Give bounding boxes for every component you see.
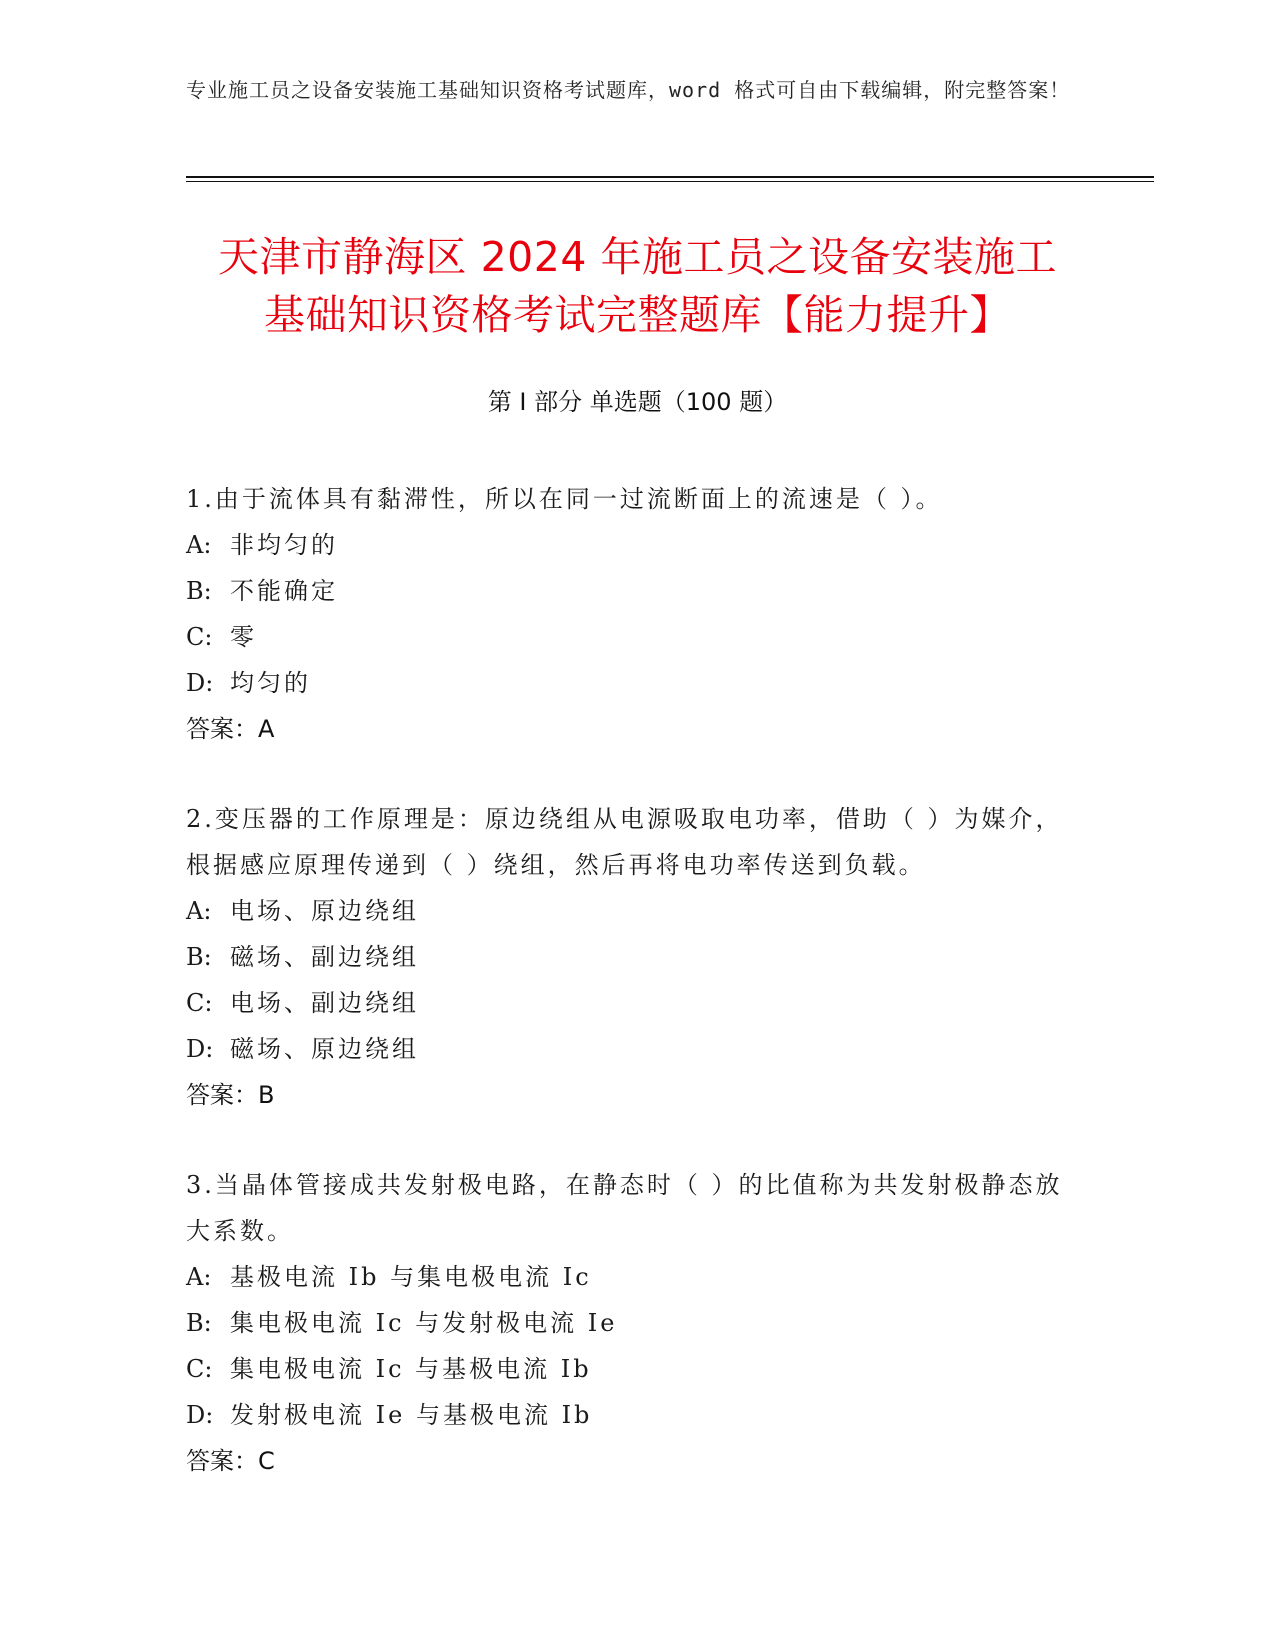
option-letter: D: [186,1035,214,1063]
header-divider-thin [186,181,1154,182]
option-text: 集电极电流 Ic 与发射极电流 Ie [230,1309,618,1337]
option-a [186,1254,1086,1300]
option-letter: C: [186,989,213,1017]
option-text: 零 [230,623,257,651]
option-a [186,522,1086,568]
header-note: 专业施工员之设备安装施工基础知识资格考试题库，word 格式可自由下载编辑，附完整答案！ [186,78,1071,102]
option-b [186,568,1086,614]
option-b [186,934,1086,980]
option-letter: C: [186,1355,213,1383]
section-title: 第 I 部分 单选题（100 题） [487,388,788,416]
option-text: 磁场、原边绕组 [230,1035,419,1063]
question-stem: 3.当晶体管接成共发射极电路，在静态时（ ）的比值称为共发射极静态放大系数。 [186,1171,1063,1245]
option-letter: A: [186,531,212,559]
option-text: 磁场、副边绕组 [230,943,419,971]
option-letter: D: [186,1401,214,1429]
option-d [186,1026,1086,1072]
option-letter: B: [186,577,212,605]
question-2 [186,796,1086,1118]
option-text: 发射极电流 Ie 与基极电流 Ib [230,1401,593,1429]
option-letter: A: [186,897,212,925]
question-stem: 1.由于流体具有黏滞性，所以在同一过流断面上的流速是（ ）。 [186,485,943,513]
option-text: 基极电流 Ib 与集电极电流 Ic [230,1263,592,1291]
option-letter: B: [186,943,212,971]
option-b [186,1300,1086,1346]
question-list [186,476,1086,1528]
option-c [186,1346,1086,1392]
answer: 答案：A [186,715,275,743]
option-text: 电场、副边绕组 [230,989,419,1017]
question-3 [186,1162,1086,1484]
question-1 [186,476,1086,752]
document-title-line-2: 基础知识资格考试完整题库【能力提升】 [264,291,1011,339]
document-title [150,228,1125,344]
option-text: 均匀的 [230,669,311,697]
answer: 答案：C [186,1447,275,1475]
option-d [186,660,1086,706]
option-c [186,980,1086,1026]
document-title-line-1: 天津市静海区 2024 年施工员之设备安装施工 [218,233,1057,281]
option-letter: A: [186,1263,212,1291]
option-letter: B: [186,1309,212,1337]
option-c [186,614,1086,660]
option-text: 非均匀的 [230,531,338,559]
option-text: 电场、原边绕组 [230,897,419,925]
option-a [186,888,1086,934]
option-text: 集电极电流 Ic 与基极电流 Ib [230,1355,592,1383]
option-d [186,1392,1086,1438]
question-stem: 2.变压器的工作原理是：原边绕组从电源吸取电功率，借助（ ）为媒介，根据感应原理传递到（ ）绕组，然后再将电功率传送到负载。 [186,805,1063,879]
header-divider-thick [186,176,1154,178]
option-letter: D: [186,669,214,697]
option-text: 不能确定 [230,577,338,605]
option-letter: C: [186,623,213,651]
answer: 答案：B [186,1081,275,1109]
